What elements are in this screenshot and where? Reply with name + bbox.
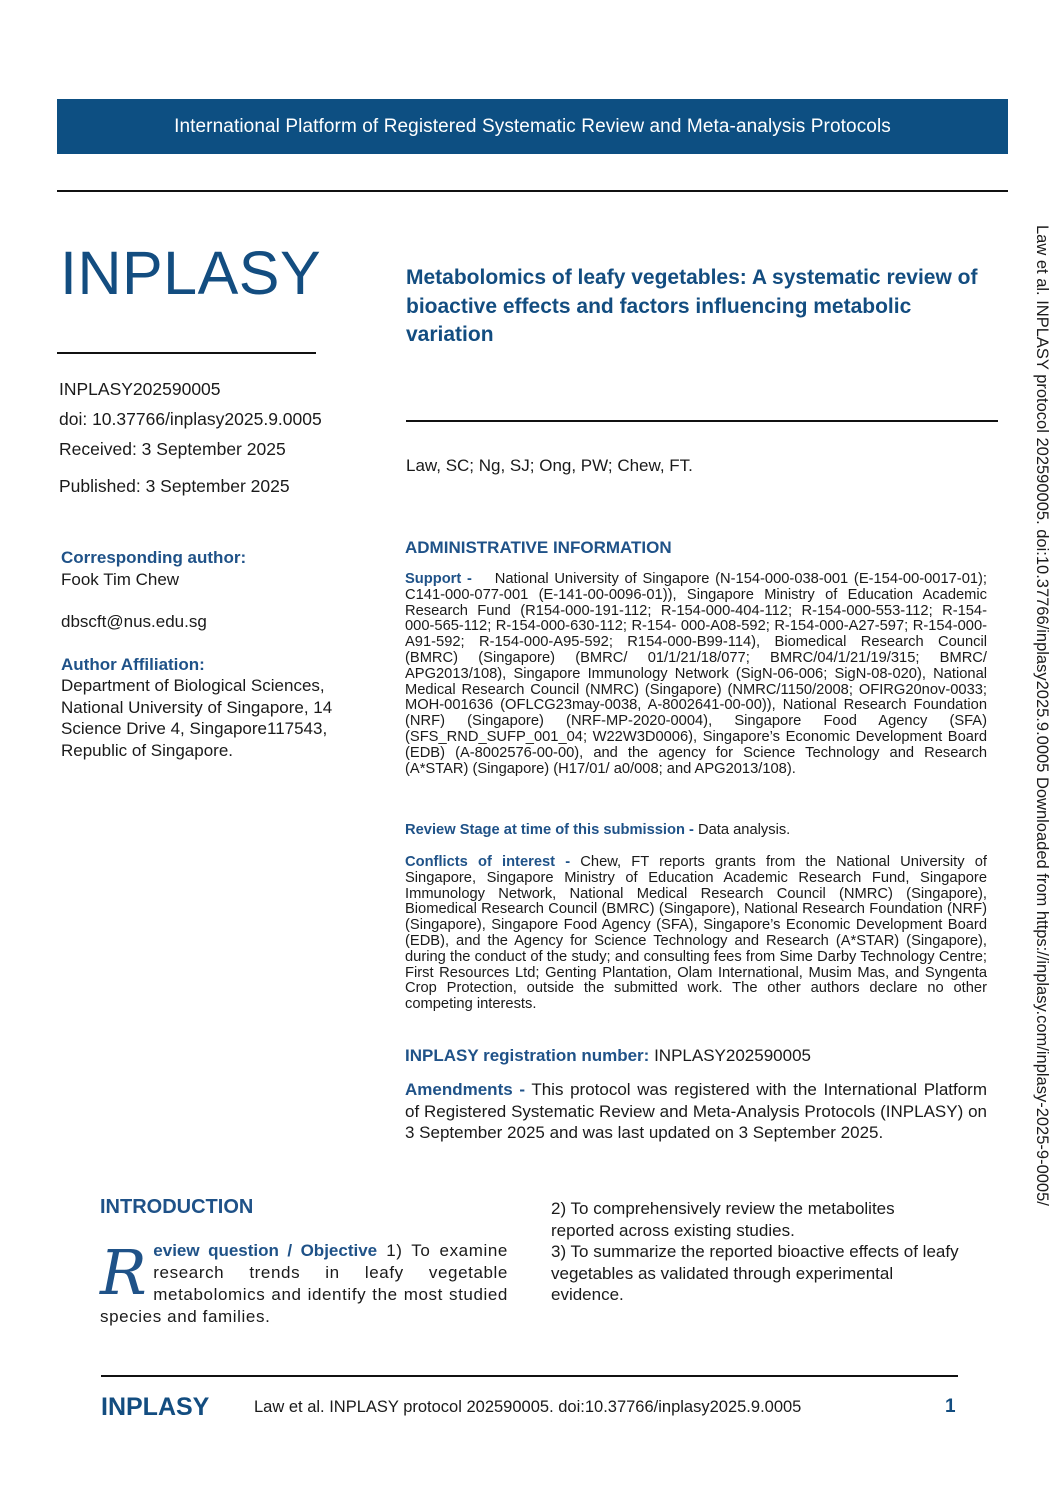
dropcap-letter: R [100, 1236, 148, 1309]
side-citation-note[interactable]: Law et al. INPLASY protocol 202590005. doi:10.37766/inplasy2025.9.0005 Downloaded from https://inplasy.com/inplasy-2025-9-0005/ [1033, 225, 1051, 1206]
header-banner [57, 99, 1008, 154]
stage-paragraph [405, 823, 987, 839]
objective-label: eview question / Objective [153, 1241, 378, 1260]
page-number: 1 [945, 1396, 956, 1417]
registration-label: INPLASY registration number: [405, 1046, 650, 1065]
title-divider [406, 420, 998, 422]
corresponding-author-name: Fook Tim Chew [61, 570, 180, 589]
support-text: National University of Singapore (N-154-000-038-001 (E-154-00-0017-01); C141-000-077-001 (E-141-00-0096-01)), Singapore Ministry of Education Academic Research Fund (R154-000-191-112; R-154-000-404-112; R-154-000-553-112; R-154-000-565-112; R-154-000-630-112; R-154- 000-A08-592; R-154-000-A27-597; R-154-000-A91-592; R-154-000-A95-592; R154-000-B99-114), Biomedical Research Council (BMRC) (Singapore) (BMRC/ 01/1/21/18/077; BMRC/04/1/21/19/315; BMRC/ APG2013/108), Singapore Immunology Network (SigN-06-006; SigN-08-020), National Medical Research Council (NMRC) (Singapore) (NMRC/1150/2008; OFIRG20nov-0033; MOH-001636 (OFLCG23may-0038, A-8002641-00-00)), National Research Foundation (NRF) (Singapore) (NRF-MP-2020-0004), Singapore Food Agency (SFA) (SFS_RND_SUFP_001_04; W22W3D0006), Singapore’s Economic Development Board (EDB) (A-8002576-00-00), and the agency for Science Technology and Research (A*STAR) (Singapore) (H17/01/ a0/008; and APG2013/108). [405, 571, 988, 777]
affiliation-text: Department of Biological Sciences, National University of Singapore, 14 Science Drive 4, Singapore117543, Republic of Singapore. [61, 676, 333, 760]
registration-number: INPLASY202590005 [654, 1046, 811, 1065]
conflicts-paragraph [405, 855, 987, 1013]
introduction-heading: INTRODUCTION [100, 1196, 254, 1218]
support-label: Support - [405, 571, 472, 587]
doi-text[interactable]: doi: 10.37766/inplasy2025.9.0005 [59, 409, 322, 429]
support-paragraph [405, 572, 987, 777]
author-email[interactable]: dbscft@nus.edu.sg [61, 612, 207, 631]
footer-citation: Law et al. INPLASY protocol 202590005. doi:10.37766/inplasy2025.9.0005 [254, 1398, 802, 1416]
amendments-paragraph [405, 1079, 987, 1144]
stage-label: Review Stage at time of this submission - [405, 822, 694, 838]
corresponding-author-label: Corresponding author: [61, 548, 247, 567]
banner-text: International Platform of Registered Systematic Review and Meta-analysis Protocols [174, 115, 891, 137]
conflicts-text: Chew, FT reports grants from the National University of Singapore, Singapore Ministry of Education Academic Research Fund, Singapore Immunology Network, National Medical Research Council (NMRC) (Singapore), Biomedical Research Council (BMRC) (Singapore), National Research Foundation (NRF) (Singapore), Singapore Food Agency (SFA), Singapore’s Economic Development Board (EDB), and the Agency for Science Technology and Research (A*STAR) (Singapore), during the conduct of the study; and consulting fees from Sime Darby Technology Centre; First Resources Ltd; Genting Plantation, Olam International, Musim Mas, and Syngenta Crop Protection, outside the submitted work. The other authors declare no other competing interests. [405, 854, 987, 1013]
published-date: Published: 3 September 2025 [59, 476, 290, 496]
objective-item-3: 3) To summarize the reported bioactive effects of leafy vegetables as validated through experimental evidence. [551, 1242, 959, 1304]
affiliation-label: Author Affiliation: [61, 655, 205, 674]
amendments-label: Amendments - [405, 1080, 525, 1099]
objective-paragraph [100, 1236, 508, 1328]
objective-text: 1) To examine research trends in leafy vegetable metabolomics and identify the most studied species and families. [100, 1241, 508, 1326]
article-title: Metabolomics of leafy vegetables: A systematic review of bioactive effects and factors influencing metabolic variation [406, 266, 978, 346]
inplasy-logo: INPLASY [60, 239, 322, 307]
conflicts-label: Conflicts of interest - [405, 854, 571, 870]
footer-divider [101, 1375, 958, 1377]
admin-heading: ADMINISTRATIVE INFORMATION [405, 538, 672, 557]
top-divider [57, 190, 1008, 192]
inplasy-id: INPLASY202590005 [59, 379, 221, 399]
registration-paragraph [405, 1045, 987, 1067]
objective-continued [551, 1198, 961, 1306]
stage-text: Data analysis. [698, 822, 791, 838]
logo-divider [57, 352, 316, 354]
author-list: Law, SC; Ng, SJ; Ong, PW; Chew, FT. [406, 456, 693, 475]
footer-logo: INPLASY [101, 1393, 210, 1421]
amendments-text: This protocol was registered with the International Platform of Registered Systematic Review and Meta-Analysis Protocols (INPLASY) on 3 September 2025 and was last updated on 3 September 2025. [405, 1080, 987, 1142]
objective-item-2: 2) To comprehensively review the metabolites reported across existing studies. [551, 1199, 895, 1240]
received-date: Received: 3 September 2025 [59, 439, 286, 459]
